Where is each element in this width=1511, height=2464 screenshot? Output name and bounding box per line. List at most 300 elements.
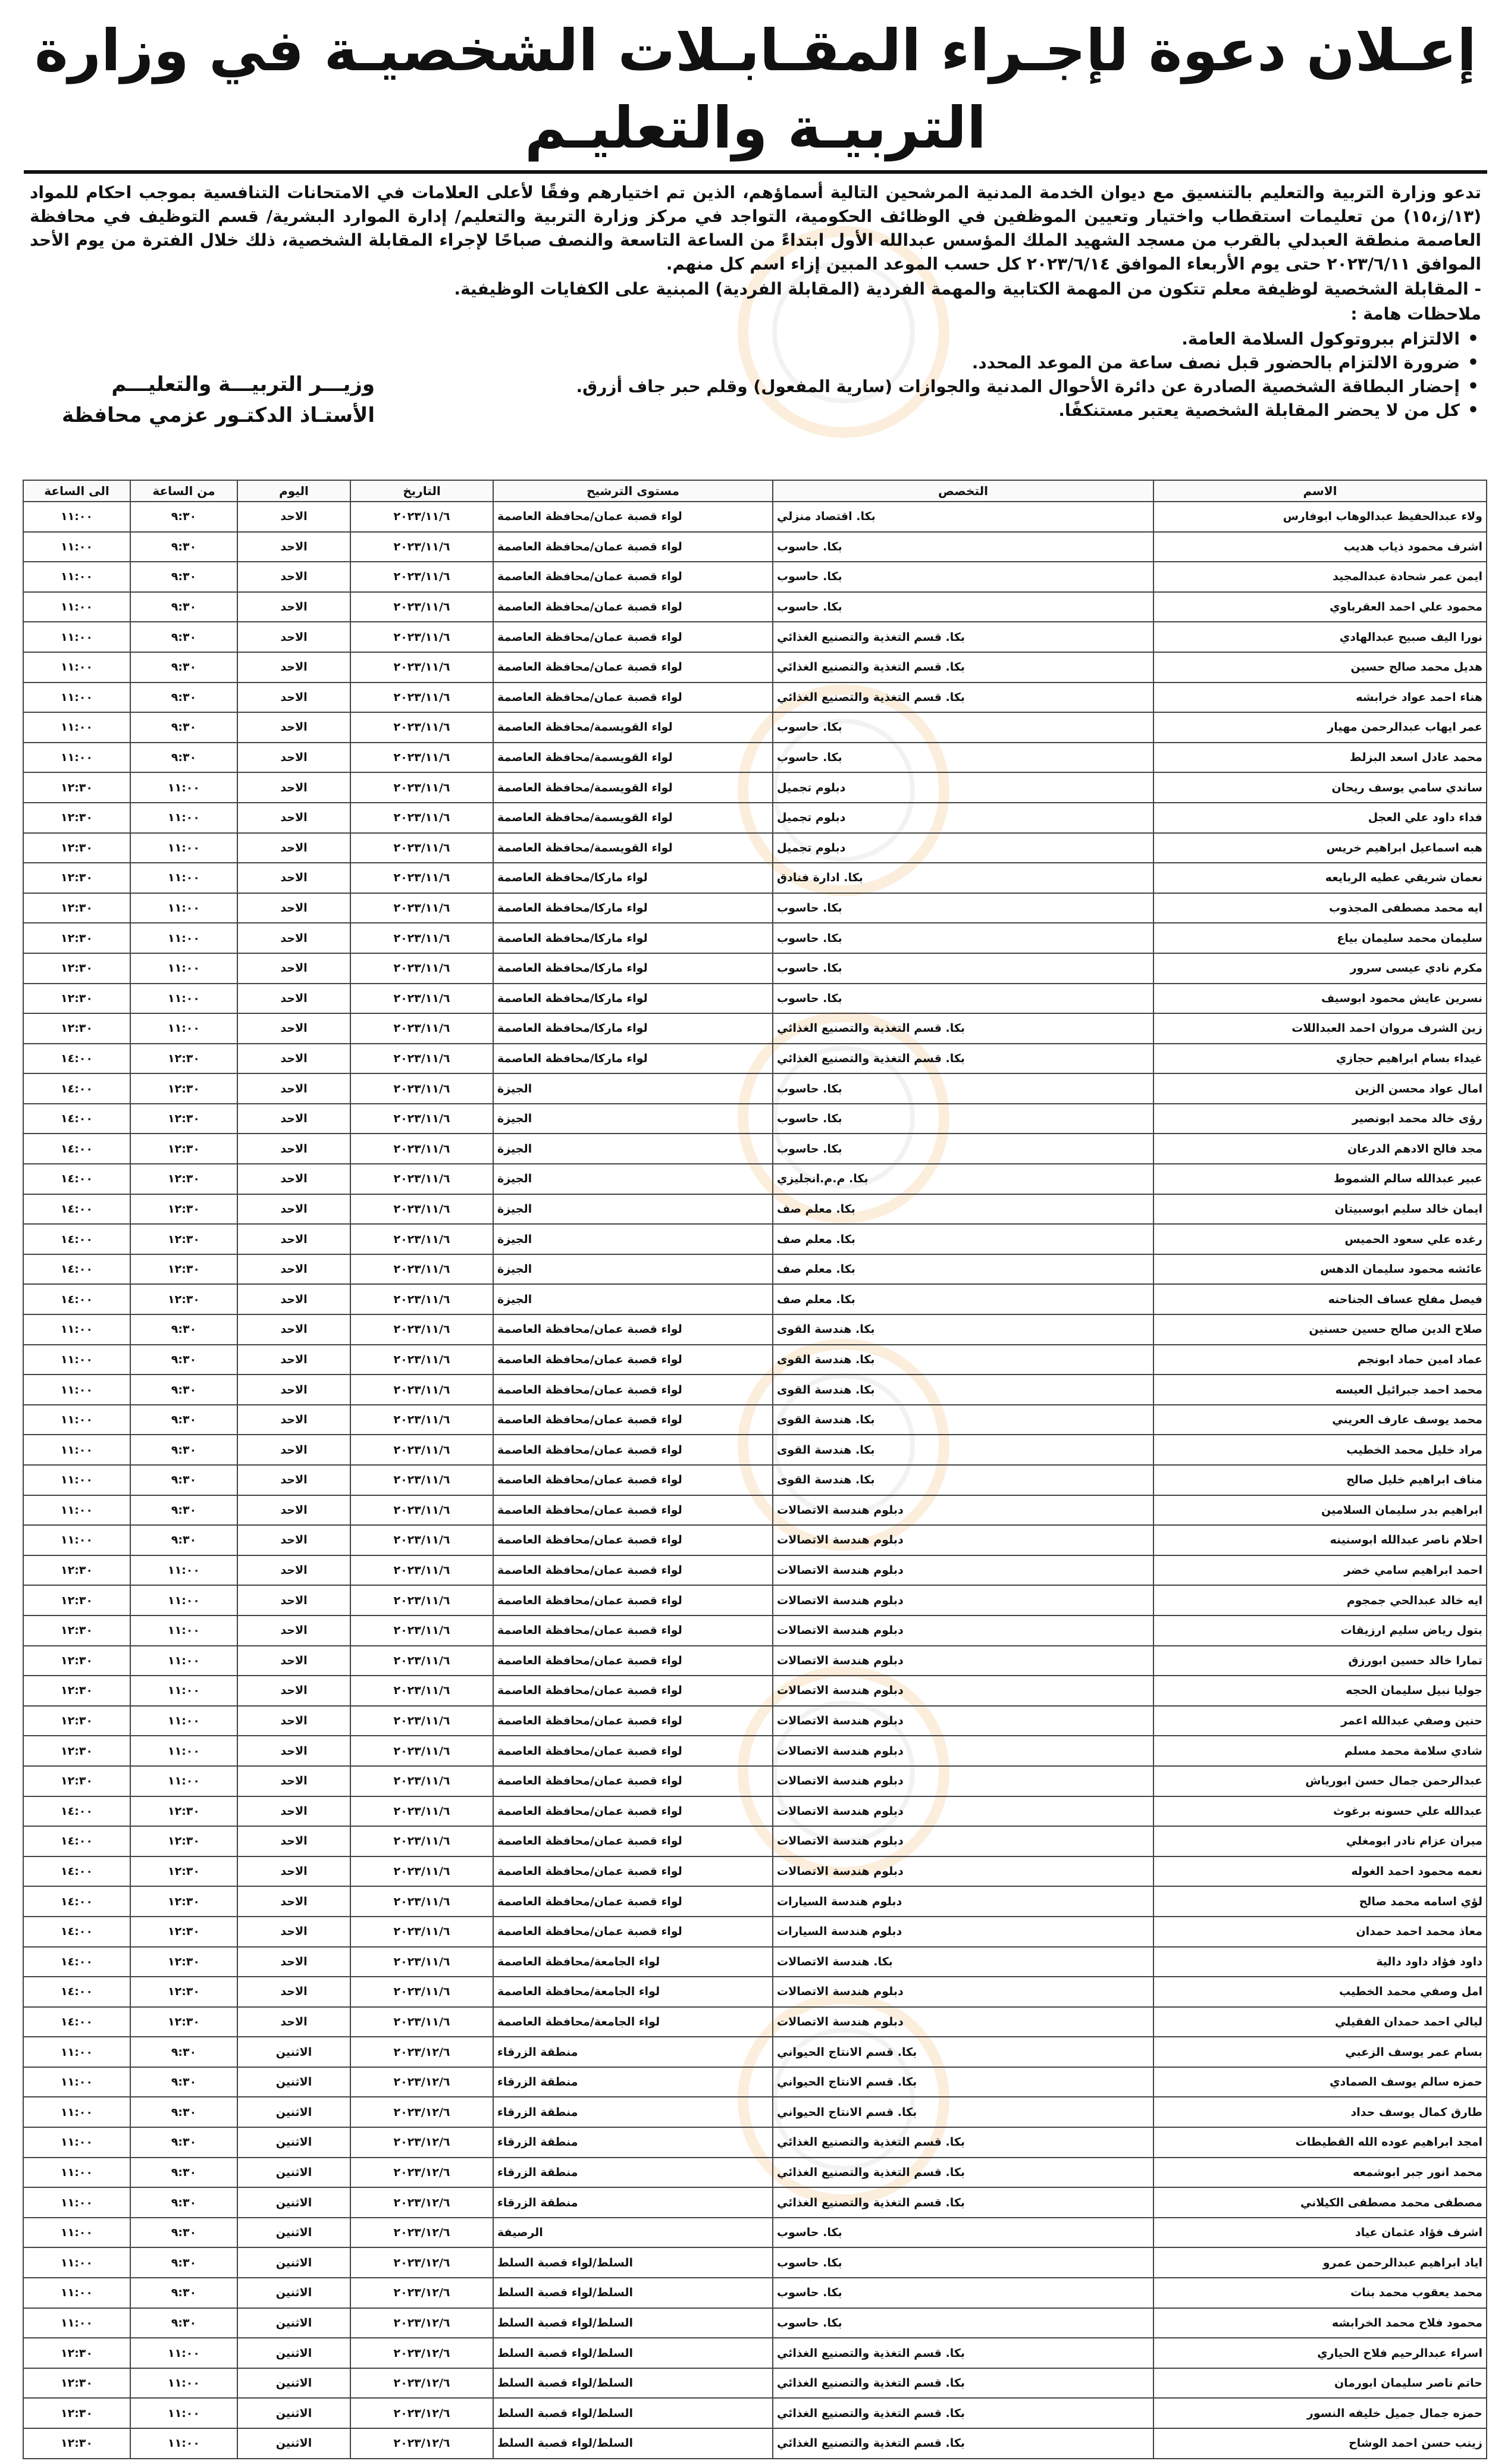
cell-name: هبه اسماعيل ابراهيم خريس	[1153, 833, 1487, 863]
cell-name: تمارا خالد حسين ابورزق	[1153, 1646, 1487, 1676]
table-row	[23, 502, 1487, 532]
cell-from-time: ١١:٠٠	[130, 1676, 237, 1706]
cell-specialization: بكا. حاسوب	[773, 562, 1153, 592]
cell-specialization: بكا. قسم التغذية والتصنيع الغذائي	[773, 2398, 1153, 2428]
cell-name: عبدالرحمن جمال حسن ابورياش	[1153, 1766, 1487, 1796]
cell-level: الجيزة	[493, 1194, 773, 1225]
cell-from-time: ٩:٣٠	[130, 2247, 237, 2278]
table-row	[23, 743, 1487, 773]
cell-specialization: بكا. حاسوب	[773, 2278, 1153, 2308]
cell-date: ٢٠٢٣/١١/٦	[350, 1224, 493, 1254]
cell-date: ٢٠٢٣/١١/٦	[350, 1555, 493, 1586]
cell-specialization: بكا. حاسوب	[773, 953, 1153, 984]
cell-from-time: ٩:٣٠	[130, 1465, 237, 1495]
cell-date: ٢٠٢٣/١٢/٦	[350, 2187, 493, 2218]
table-body	[23, 502, 1487, 2459]
cell-day: الاحد	[237, 984, 350, 1014]
cell-name: داود فؤاد داود دالية	[1153, 1947, 1487, 1977]
cell-day: الاحد	[237, 622, 350, 652]
cell-name: ايه خالد عبدالحي جمجوم	[1153, 1585, 1487, 1615]
cell-date: ٢٠٢٣/١١/٦	[350, 1947, 493, 1977]
cell-date: ٢٠٢٣/١٢/٦	[350, 2097, 493, 2127]
cell-date: ٢٠٢٣/١١/٦	[350, 1886, 493, 1917]
cell-name: ساندي سامي يوسف ريحان	[1153, 772, 1487, 803]
signature-block	[42, 369, 375, 431]
cell-level: لواء قصبة عمان/محافظة العاصمة	[493, 1886, 773, 1917]
cell-name: اشرف محمود ذياب هديب	[1153, 532, 1487, 562]
cell-level: الجيزة	[493, 1104, 773, 1134]
cell-specialization: بكا. حاسوب	[773, 743, 1153, 773]
cell-from-time: ٩:٣٠	[130, 592, 237, 622]
cell-name: ميران عزام نادر ابومغلي	[1153, 1826, 1487, 1856]
cell-level: الجيزة	[493, 1134, 773, 1164]
table-row	[23, 1676, 1487, 1706]
cell-date: ٢٠٢٣/١١/٦	[350, 1766, 493, 1796]
cell-level: لواء قصبة عمان/محافظة العاصمة	[493, 1706, 773, 1736]
table-row	[23, 682, 1487, 713]
cell-from-time: ١٢:٣٠	[130, 1796, 237, 1827]
cell-day: الاحد	[237, 682, 350, 713]
cell-name: حمزه جمال جميل خليفه النسور	[1153, 2398, 1487, 2428]
cell-day: الاحد	[237, 1224, 350, 1254]
cell-to-time: ١٤:٠٠	[23, 1134, 130, 1164]
cell-name: رغده علي سعود الحميس	[1153, 1224, 1487, 1254]
cell-specialization: بكا. هندسة القوى	[773, 1435, 1153, 1465]
cell-date: ٢٠٢٣/١١/٦	[350, 1104, 493, 1134]
cell-date: ٢٠٢٣/١١/٦	[350, 1676, 493, 1706]
cell-date: ٢٠٢٣/١١/٦	[350, 893, 493, 923]
cell-day: الاحد	[237, 1465, 350, 1495]
cell-from-time: ١٢:٣٠	[130, 1977, 237, 2007]
cell-to-time: ١٤:٠٠	[23, 1164, 130, 1194]
cell-specialization: بكا. قسم الانتاج الحيواني	[773, 2037, 1153, 2067]
cell-from-time: ١١:٠٠	[130, 1646, 237, 1676]
cell-day: الاحد	[237, 1525, 350, 1555]
cell-name: عبدالله علي حسونه برغوث	[1153, 1796, 1487, 1827]
cell-from-time: ٩:٣٠	[130, 1525, 237, 1555]
cell-name: صلاح الدين صالح حسين حسنين	[1153, 1314, 1487, 1345]
cell-name: امل وصفي محمد الخطيب	[1153, 1977, 1487, 2007]
cell-day: الاحد	[237, 1405, 350, 1435]
cell-day: الاحد	[237, 1676, 350, 1706]
cell-from-time: ٩:٣٠	[130, 1495, 237, 1526]
table-row	[23, 1435, 1487, 1465]
cell-from-time: ١١:٠٠	[130, 2368, 237, 2399]
table-row	[23, 1314, 1487, 1345]
cell-day: الاثنين	[237, 2067, 350, 2097]
cell-to-time: ١١:٠٠	[23, 592, 130, 622]
table-row	[23, 893, 1487, 923]
cell-day: الاثنين	[237, 2338, 350, 2368]
table-row	[23, 1164, 1487, 1194]
cell-date: ٢٠٢٣/١٢/٦	[350, 2308, 493, 2338]
cell-day: الاحد	[237, 1977, 350, 2007]
cell-specialization: بكا. حاسوب	[773, 2247, 1153, 2278]
cell-date: ٢٠٢٣/١٢/٦	[350, 2037, 493, 2067]
signature-title: وزيـــر التربيـــة والتعليـــم	[111, 372, 375, 396]
cell-day: الاحد	[237, 923, 350, 953]
table-row	[23, 1284, 1487, 1314]
cell-date: ٢٠٢٣/١١/٦	[350, 1405, 493, 1435]
cell-date: ٢٠٢٣/١١/٦	[350, 1435, 493, 1465]
cell-level: منطقة الزرقاء	[493, 2158, 773, 2188]
cell-day: الاثنين	[237, 2428, 350, 2459]
cell-date: ٢٠٢٣/١٢/٦	[350, 2067, 493, 2097]
cell-to-time: ١٤:٠٠	[23, 1044, 130, 1074]
cell-specialization: دبلوم هندسة الاتصالات	[773, 1495, 1153, 1526]
cell-date: ٢٠٢٣/١١/٦	[350, 1465, 493, 1495]
cell-date: ٢٠٢٣/١١/٦	[350, 622, 493, 652]
cell-date: ٢٠٢٣/١١/٦	[350, 1525, 493, 1555]
table-row	[23, 1796, 1487, 1827]
cell-to-time: ١٢:٣٠	[23, 833, 130, 863]
cell-day: الاحد	[237, 1826, 350, 1856]
cell-date: ٢٠٢٣/١٢/٦	[350, 2338, 493, 2368]
cell-date: ٢٠٢٣/١١/٦	[350, 1495, 493, 1526]
cell-level: لواء ماركا/محافظة العاصمة	[493, 1044, 773, 1074]
cell-specialization: بكا. قسم التغذية والتصنيع الغذائي	[773, 2428, 1153, 2459]
cell-level: لواء ماركا/محافظة العاصمة	[493, 953, 773, 984]
table-row	[23, 2187, 1487, 2218]
cell-from-time: ٩:٣٠	[130, 682, 237, 713]
cell-name: عمر ايهاب عبدالرحمن مهيار	[1153, 712, 1487, 743]
notes-heading: ملاحظات هامة :	[1350, 304, 1481, 324]
cell-date: ٢٠٢٣/١١/٦	[350, 592, 493, 622]
cell-from-time: ١١:٠٠	[130, 772, 237, 803]
cell-day: الاحد	[237, 1856, 350, 1887]
cell-name: عائشه محمود سليمان الدهس	[1153, 1254, 1487, 1285]
cell-specialization: بكا. حاسوب	[773, 1073, 1153, 1104]
table-row	[23, 1104, 1487, 1134]
cell-name: امال عواد محسن الزين	[1153, 1073, 1487, 1104]
cell-from-time: ٩:٣٠	[130, 743, 237, 773]
cell-date: ٢٠٢٣/١١/٦	[350, 1585, 493, 1615]
cell-to-time: ١٤:٠٠	[23, 1796, 130, 1827]
cell-name: محمد يعقوب محمد بنات	[1153, 2278, 1487, 2308]
cell-day: الاحد	[237, 1796, 350, 1827]
cell-from-time: ٩:٣٠	[130, 2278, 237, 2308]
cell-specialization: بكا. قسم التغذية والتصنيع الغذائي	[773, 2338, 1153, 2368]
cell-to-time: ١٢:٣٠	[23, 1736, 130, 1766]
cell-from-time: ١٢:٣٠	[130, 1164, 237, 1194]
cell-date: ٢٠٢٣/١١/٦	[350, 1706, 493, 1736]
table-row	[23, 1405, 1487, 1435]
cell-level: السلط/لواء قصبة السلط	[493, 2247, 773, 2278]
cell-day: الاحد	[237, 1254, 350, 1285]
cell-day: الاحد	[237, 1615, 350, 1646]
cell-from-time: ١٢:٣٠	[130, 1917, 237, 1947]
cell-name: محمود علي احمد العقرباوي	[1153, 592, 1487, 622]
cell-name: محمد احمد جبرائيل العيسه	[1153, 1375, 1487, 1405]
cell-to-time: ١٢:٣٠	[23, 984, 130, 1014]
cell-level: لواء القويسمة/محافظة العاصمة	[493, 833, 773, 863]
cell-name: بسام عمر يوسف الزعبي	[1153, 2037, 1487, 2067]
cell-specialization: بكا. هندسة القوى	[773, 1314, 1153, 1345]
cell-date: ٢٠٢٣/١١/٦	[350, 1194, 493, 1225]
cell-to-time: ١٤:٠٠	[23, 1917, 130, 1947]
cell-from-time: ١٢:٣٠	[130, 1947, 237, 1977]
cell-to-time: ١٢:٣٠	[23, 1585, 130, 1615]
table-row	[23, 592, 1487, 622]
cell-name: نورا اليف صبيح عبدالهادي	[1153, 622, 1487, 652]
cell-date: ٢٠٢٣/١١/٦	[350, 833, 493, 863]
cell-level: لواء قصبة عمان/محافظة العاصمة	[493, 1495, 773, 1526]
table-row	[23, 1615, 1487, 1646]
cell-level: لواء قصبة عمان/محافظة العاصمة	[493, 1465, 773, 1495]
cell-specialization: دبلوم هندسة الاتصالات	[773, 1826, 1153, 1856]
table-row	[23, 1646, 1487, 1676]
cell-specialization: دبلوم تجميل	[773, 833, 1153, 863]
cell-from-time: ١٢:٣٠	[130, 1073, 237, 1104]
cell-specialization: بكا. حاسوب	[773, 1134, 1153, 1164]
cell-level: لواء ماركا/محافظة العاصمة	[493, 893, 773, 923]
table-row	[23, 1706, 1487, 1736]
cell-from-time: ١١:٠٠	[130, 2428, 237, 2459]
note-item: • ضرورة الالتزام بالحضور قبل نصف ساعة من الموعد المحدد.	[576, 351, 1481, 375]
cell-to-time: ١٢:٣٠	[23, 1555, 130, 1586]
table-row	[23, 1345, 1487, 1375]
cell-level: لواء قصبة عمان/محافظة العاصمة	[493, 1676, 773, 1706]
cell-to-time: ١٤:٠٠	[23, 1856, 130, 1887]
cell-level: لواء قصبة عمان/محافظة العاصمة	[493, 1917, 773, 1947]
cell-from-time: ١٢:٣٠	[130, 1254, 237, 1285]
cell-from-time: ١٢:٣٠	[130, 1856, 237, 1887]
cell-specialization: بكا. قسم التغذية والتصنيع الغذائي	[773, 1013, 1153, 1044]
cell-from-time: ١١:٠٠	[130, 1585, 237, 1615]
cell-to-time: ١١:٠٠	[23, 2218, 130, 2248]
cell-date: ٢٠٢٣/١١/٦	[350, 863, 493, 893]
note-item: • كل من لا يحضر المقابلة الشخصية يعتبر مستنكفًا.	[576, 399, 1481, 422]
cell-level: لواء قصبة عمان/محافظة العاصمة	[493, 532, 773, 562]
cell-level: لواء القويسمة/محافظة العاصمة	[493, 803, 773, 833]
cell-day: الاثنين	[237, 2097, 350, 2127]
cell-day: الاحد	[237, 1555, 350, 1586]
cell-day: الاثنين	[237, 2247, 350, 2278]
cell-day: الاحد	[237, 803, 350, 833]
cell-level: منطقة الزرقاء	[493, 2097, 773, 2127]
cell-to-time: ١٤:٠٠	[23, 1194, 130, 1225]
table-row	[23, 953, 1487, 984]
table-row	[23, 1224, 1487, 1254]
cell-day: الاحد	[237, 1585, 350, 1615]
cell-specialization: بكا. هندسة الاتصالات	[773, 1947, 1153, 1977]
cell-level: السلط/لواء قصبة السلط	[493, 2308, 773, 2338]
table-row	[23, 1525, 1487, 1555]
cell-specialization: دبلوم هندسة الاتصالات	[773, 1706, 1153, 1736]
cell-level: لواء الجامعة/محافظة العاصمة	[493, 2007, 773, 2037]
cell-level: لواء قصبة عمان/محافظة العاصمة	[493, 682, 773, 713]
cell-from-time: ٩:٣٠	[130, 1345, 237, 1375]
table-row	[23, 1495, 1487, 1526]
cell-date: ٢٠٢٣/١١/٦	[350, 682, 493, 713]
cell-level: السلط/لواء قصبة السلط	[493, 2278, 773, 2308]
cell-specialization: دبلوم هندسة الاتصالات	[773, 1736, 1153, 1766]
cell-specialization: دبلوم هندسة الاتصالات	[773, 1646, 1153, 1676]
cell-date: ٢٠٢٣/١١/٦	[350, 502, 493, 532]
cell-to-time: ١١:٠٠	[23, 1345, 130, 1375]
cell-level: لواء قصبة عمان/محافظة العاصمة	[493, 1345, 773, 1375]
cell-specialization: بكا. قسم التغذية والتصنيع الغذائي	[773, 2187, 1153, 2218]
cell-specialization: بكا. حاسوب	[773, 1104, 1153, 1134]
cell-date: ٢٠٢٣/١١/٦	[350, 1314, 493, 1345]
cell-date: ٢٠٢٣/١١/٦	[350, 712, 493, 743]
cell-to-time: ١٢:٣٠	[23, 2428, 130, 2459]
cell-name: ايمن عمر شحادة عبدالمجيد	[1153, 562, 1487, 592]
cell-name: سليمان محمد سليمان بياع	[1153, 923, 1487, 953]
cell-day: الاثنين	[237, 2278, 350, 2308]
table-row	[23, 652, 1487, 682]
cell-specialization: دبلوم هندسة السيارات	[773, 1917, 1153, 1947]
cell-specialization: بكا. معلم صف	[773, 1224, 1153, 1254]
cell-from-time: ٩:٣٠	[130, 2158, 237, 2188]
cell-to-time: ١٤:٠٠	[23, 1977, 130, 2007]
cell-date: ٢٠٢٣/١١/٦	[350, 1826, 493, 1856]
cell-date: ٢٠٢٣/١١/٦	[350, 743, 493, 773]
cell-to-time: ١٢:٣٠	[23, 893, 130, 923]
table-row	[23, 2247, 1487, 2278]
table-row	[23, 1585, 1487, 1615]
cell-day: الاحد	[237, 1134, 350, 1164]
cell-to-time: ١٤:٠٠	[23, 2007, 130, 2037]
cell-to-time: ١١:٠٠	[23, 532, 130, 562]
cell-to-time: ١١:٠٠	[23, 2247, 130, 2278]
cell-to-time: ١٤:٠٠	[23, 1886, 130, 1917]
cell-specialization: بكا. م.م.انجليزي	[773, 1164, 1153, 1194]
cell-specialization: بكا. اقتصاد منزلي	[773, 502, 1153, 532]
cell-day: الاحد	[237, 1314, 350, 1345]
cell-from-time: ١٢:٣٠	[130, 1284, 237, 1314]
table-row	[23, 1465, 1487, 1495]
cell-from-time: ٩:٣٠	[130, 2097, 237, 2127]
cell-name: بتول رياض سليم ارزيقات	[1153, 1615, 1487, 1646]
cell-specialization: بكا. معلم صف	[773, 1254, 1153, 1285]
cell-day: الاحد	[237, 1284, 350, 1314]
cell-to-time: ١١:٠٠	[23, 2067, 130, 2097]
cell-from-time: ١١:٠٠	[130, 2398, 237, 2428]
cell-name: رؤى خالد محمد ابونصير	[1153, 1104, 1487, 1134]
interview-note: - المقابلة الشخصية لوظيفة معلم تتكون من المهمة الكتابية والمهمة الفردية (المقابلة الفردية) المبنية على الكفايات الوظيفية.	[454, 279, 1481, 299]
cell-to-time: ١٢:٣٠	[23, 1766, 130, 1796]
cell-day: الاحد	[237, 1495, 350, 1526]
cell-specialization: دبلوم هندسة الاتصالات	[773, 1856, 1153, 1887]
cell-day: الاثنين	[237, 2187, 350, 2218]
cell-level: لواء قصبة عمان/محافظة العاصمة	[493, 1314, 773, 1345]
notes-and-signature	[30, 327, 1481, 458]
cell-date: ٢٠٢٣/١١/٦	[350, 984, 493, 1014]
table-row	[23, 1194, 1487, 1225]
cell-to-time: ١١:٠٠	[23, 1525, 130, 1555]
cell-date: ٢٠٢٣/١١/٦	[350, 1977, 493, 2007]
cell-date: ٢٠٢٣/١٢/٦	[350, 2247, 493, 2278]
cell-from-time: ١٢:٣٠	[130, 1886, 237, 1917]
table-row	[23, 1555, 1487, 1586]
cell-level: الجيزة	[493, 1284, 773, 1314]
cell-name: غيداء بسام ابراهيم حجازي	[1153, 1044, 1487, 1074]
cell-name: مراد خليل محمد الخطيب	[1153, 1435, 1487, 1465]
cell-day: الاحد	[237, 1706, 350, 1736]
cell-date: ٢٠٢٣/١١/٦	[350, 1796, 493, 1827]
cell-from-time: ١١:٠٠	[130, 1013, 237, 1044]
cell-specialization: بكا. قسم الانتاج الحيواني	[773, 2067, 1153, 2097]
cell-day: الاحد	[237, 743, 350, 773]
cell-level: لواء قصبة عمان/محافظة العاصمة	[493, 1525, 773, 1555]
cell-level: لواء ماركا/محافظة العاصمة	[493, 863, 773, 893]
cell-to-time: ١٢:٣٠	[23, 1646, 130, 1676]
cell-level: لواء القويسمة/محافظة العاصمة	[493, 772, 773, 803]
cell-day: الاحد	[237, 712, 350, 743]
cell-name: اشرف فؤاد عثمان عياد	[1153, 2218, 1487, 2248]
cell-date: ٢٠٢٣/١١/٦	[350, 803, 493, 833]
cell-from-time: ٩:٣٠	[130, 502, 237, 532]
table-row	[23, 2398, 1487, 2428]
table-row	[23, 1917, 1487, 1947]
cell-specialization: بكا. حاسوب	[773, 592, 1153, 622]
cell-level: لواء قصبة عمان/محافظة العاصمة	[493, 1375, 773, 1405]
cell-from-time: ٩:٣٠	[130, 2127, 237, 2158]
cell-to-time: ١١:٠٠	[23, 1314, 130, 1345]
notes-list	[576, 327, 1481, 422]
cell-level: لواء ماركا/محافظة العاصمة	[493, 1013, 773, 1044]
cell-to-time: ١١:٠٠	[23, 743, 130, 773]
cell-specialization: دبلوم هندسة الاتصالات	[773, 1555, 1153, 1586]
cell-from-time: ١٢:٣٠	[130, 1194, 237, 1225]
col-header-date: التاريخ	[350, 480, 493, 502]
cell-from-time: ٩:٣٠	[130, 622, 237, 652]
cell-from-time: ٩:٣٠	[130, 1405, 237, 1435]
cell-day: الاحد	[237, 772, 350, 803]
cell-name: اياد ابراهيم عبدالرحمن عمرو	[1153, 2247, 1487, 2278]
cell-date: ٢٠٢٣/١٢/٦	[350, 2398, 493, 2428]
cell-day: الاحد	[237, 953, 350, 984]
cell-day: الاثنين	[237, 2398, 350, 2428]
cell-level: السلط/لواء قصبة السلط	[493, 2398, 773, 2428]
cell-level: منطقة الزرقاء	[493, 2067, 773, 2097]
table-row	[23, 1134, 1487, 1164]
cell-date: ٢٠٢٣/١١/٦	[350, 2007, 493, 2037]
table-row	[23, 2278, 1487, 2308]
cell-level: لواء ماركا/محافظة العاصمة	[493, 984, 773, 1014]
table-row	[23, 2127, 1487, 2158]
table-row	[23, 1766, 1487, 1796]
table-row	[23, 2067, 1487, 2097]
cell-name: مصطفى محمد مصطفى الكيلاني	[1153, 2187, 1487, 2218]
cell-date: ٢٠٢٣/١١/٦	[350, 923, 493, 953]
cell-day: الاثنين	[237, 2308, 350, 2338]
cell-to-time: ١٢:٣٠	[23, 1706, 130, 1736]
cell-specialization: دبلوم تجميل	[773, 803, 1153, 833]
cell-specialization: دبلوم هندسة الاتصالات	[773, 2007, 1153, 2037]
cell-from-time: ٩:٣٠	[130, 562, 237, 592]
cell-day: الاثنين	[237, 2158, 350, 2188]
cell-to-time: ١١:٠٠	[23, 1405, 130, 1435]
cell-name: لؤي اسامه محمد صالح	[1153, 1886, 1487, 1917]
cell-to-time: ١١:٠٠	[23, 1495, 130, 1526]
cell-date: ٢٠٢٣/١١/٦	[350, 652, 493, 682]
cell-day: الاثنين	[237, 2218, 350, 2248]
cell-specialization: دبلوم هندسة السيارات	[773, 1886, 1153, 1917]
cell-level: لواء قصبة عمان/محافظة العاصمة	[493, 562, 773, 592]
cell-name: حمزه سالم يوسف الصمادي	[1153, 2067, 1487, 2097]
table-row	[23, 1856, 1487, 1887]
cell-specialization: بكا. قسم التغذية والتصنيع الغذائي	[773, 1044, 1153, 1074]
cell-from-time: ٩:٣٠	[130, 1375, 237, 1405]
cell-from-time: ١١:٠٠	[130, 953, 237, 984]
cell-name: ليالي احمد حمدان الفقيلي	[1153, 2007, 1487, 2037]
cell-level: لواء القويسمة/محافظة العاصمة	[493, 743, 773, 773]
cell-name: امجد ابراهيم عوده الله القطيطات	[1153, 2127, 1487, 2158]
table-row	[23, 2037, 1487, 2067]
cell-specialization: بكا. قسم التغذية والتصنيع الغذائي	[773, 2127, 1153, 2158]
